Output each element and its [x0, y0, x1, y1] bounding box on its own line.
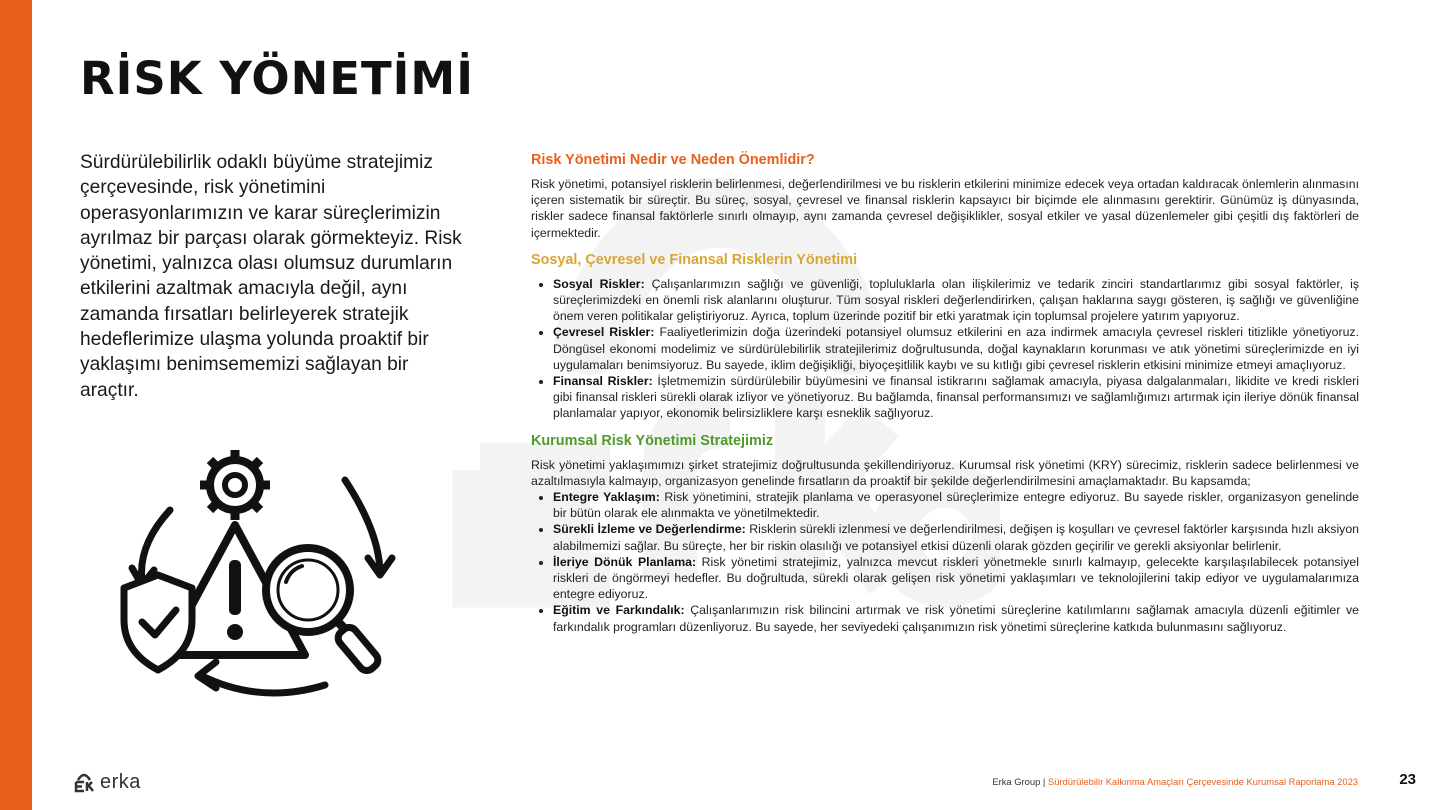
footer-company: Erka Group	[992, 776, 1041, 787]
list-item	[553, 554, 1359, 603]
list-item-text: Çalışanlarımızın sağlığı ve güvenliği, topluluklarla olan ilişkilerimiz ve tedarik zinciri standartlarımız gibi sosyal faktörler, iş süreçlerimizdeki en önemli risk alanlarını oluşturur. Tüm sosyal riskleri değerlendirirken, çalışan haklarına saygı gösteren, iş sağlığı ve güvenliğine önem veren politikalar geliştiriyoruz. Ayrıca, toplum üzerinde pozitif bir etki yaratmak için toplumsal projelere yatırım yapıyoruz.	[553, 276, 1359, 324]
side-accent-bar	[0, 0, 32, 810]
list-item-label: Sosyal Riskler:	[553, 276, 645, 291]
list-item-label: Eğitim ve Farkındalık:	[553, 603, 685, 618]
list-item-label: Çevresel Riskler:	[553, 325, 655, 340]
list-item	[553, 521, 1359, 553]
list-item	[553, 276, 1359, 325]
list-item-label: Sürekli İzleme ve Değerlendirme:	[553, 522, 746, 537]
list-item-label: Finansal Riskler:	[553, 374, 653, 389]
footer-caption	[992, 776, 1358, 787]
list-item	[553, 373, 1359, 422]
section-risk-definition	[531, 148, 1359, 241]
section-heading: Sosyal, Çevresel ve Finansal Risklerin Yönetimi	[531, 251, 858, 268]
shield-check-icon	[124, 575, 192, 670]
footer-logo	[72, 770, 141, 794]
intro-paragraph: Sürdürülebilirlik odaklı büyüme stratejimiz çerçevesinde, risk yönetimini operasyonlarımızın ve karar süreçlerimizin ayrılmaz bir parçası olarak görmekteyiz. Risk yönetimi, yalnızca olası olumsuz durumların etkilerini azaltmak amacıyla değil, aynı zamanda fırsatları belirleyerek stratejik hedeflerimize ulaşma yolunda proaktif bir yaklaşımı benimsememizi sağlayan bir araçtır.	[80, 152, 462, 401]
page-number: 23	[1399, 771, 1416, 788]
content-column	[531, 148, 1359, 635]
erka-logo-icon	[72, 770, 96, 794]
section-strategy	[531, 429, 1359, 635]
footer-logo-text: erka	[100, 770, 141, 793]
risk-type-list	[531, 276, 1359, 422]
list-item	[553, 489, 1359, 521]
list-item-label: İleriye Dönük Planlama:	[553, 554, 697, 569]
section-heading: Risk Yönetimi Nedir ve Neden Önemlidir?	[531, 152, 815, 168]
list-item-text: Çalışanlarımızın risk bilincini artırmak ve risk yönetimi süreçlerine katılımlarını sağlamak amacıyla düzenli eğitimler ve farkındalık programları düzenliyoruz. Bu sayede, her seviyedeki çalışanımızın risk yönetimi süreçlerine katkıda bulunmasını sağlıyoruz.	[553, 603, 1359, 634]
footer-report-title: Sürdürülebilir Kalkınma Amaçları Çerçevesinde Kurumsal Raporlama 2023	[1047, 776, 1358, 787]
list-item-text: Risk yönetimini, stratejik planlama ve operasyonel süreçlerimize entegre ediyoruz. Bu sayede riskler, organizasyon genelinde bir bütün olarak ele alınmakta ve yönetilmektedir.	[553, 490, 1359, 521]
list-item-text: Risklerin sürekli izlenmesi ve değerlendirilmesi, değişen iş koşulları ve çevresel faktörler karşısında hızlı aksiyon alabilmemizi sağlar. Bu süreçte, her bir riskin olasılığı ve potansiyel etkisi düzenli olarak gözden geçirilir ve gerekli aksiyonlar belirlenir.	[553, 522, 1359, 553]
page-title: RİSK YÖNETİMİ	[80, 52, 474, 105]
section-heading: Kurumsal Risk Yönetimi Stratejimiz	[531, 432, 774, 449]
section-paragraph: Risk yönetimi yaklaşımımızı şirket stratejimiz doğrultusunda şekillendiriyoruz. Kurumsal risk yönetimi (KRY) sürecimiz, risklerin sadece belirlenmesi ve azaltılmasıyla kalmayıp, organizasyon genelinde fırsatların da proaktif bir şekilde değerlendirilmesini amaçlamaktadır. Bu kapsamda;	[531, 457, 1359, 488]
footer-separator: |	[1040, 776, 1048, 787]
risk-cycle-icon	[110, 430, 400, 705]
section-risk-types	[531, 248, 1359, 422]
list-item	[553, 324, 1359, 373]
list-item-label: Entegre Yaklaşım:	[553, 490, 660, 505]
strategy-list	[531, 489, 1359, 635]
list-item-text: Risk yönetimi stratejimiz, yalnızca mevcut riskleri yönetmekle sınırlı kalmayıp, gelecekte karşılaşılabilecek potansiyel riskleri de öngörmeyi hedefler. Bu doğrultuda, sürekli olarak gelişen risk yönetimi yaklaşımları ve teknolojilerini takip ediyor ve uygulamalarımıza entegre ediyoruz.	[553, 554, 1360, 602]
gear-icon	[200, 450, 270, 520]
list-item-text: Faaliyetlerimizin doğa üzerindeki potansiyel olumsuz etkilerini en aza indirmek amacıyla çevresel riskleri titizlikle yönetiyoruz. Döngüsel ekonomi modelimiz ve sürdürülebilirlik stratejilerimiz doğrultusunda, doğal kaynakların korunması ve atık yönetimi süreçlerimizde en iyi uygulamaları benimsiyoruz. Bu sayede, iklim değişikliği, biyoçeşitlilik kaybı ve su kıtlığı gibi çevresel risklerin etkisini minimize etmeyi amaçlıyoruz.	[553, 325, 1359, 372]
section-paragraph: Risk yönetimi, potansiyel risklerin belirlenmesi, değerlendirilmesi ve bu risklerin etkilerini minimize edecek veya ortadan kaldıracak önlemlerin alınmasını içeren sistematik bir süreçtir. Bu süreç, sosyal, çevresel ve finansal risklerin kapsayıcı bir biçimde ele alınmasını gerektirir. Günümüz iş dünyasında, riskler sadece finansal faktörlerle sınırlı olmayıp, aynı zamanda çevresel değişiklikler, sosyal etkiler ve yasal düzenlemeler gibi çeşitli dış faktörleri de içermektedir.	[531, 177, 1359, 240]
list-item	[553, 602, 1359, 634]
list-item-text: İşletmemizin sürdürülebilir büyümesini ve finansal istikrarını sağlamak amacıyla, piyasa dalgalanmaları, likidite ve kredi riskleri gibi finansal riskleri sürekli olarak izliyor ve yönetiyoruz. Bu bağlamda, finansal performansımızı ve sağlamlığımızı artırmak için ileriye dönük finansal planlamalar yapıyor, ekonomik belirsizliklere karşı esneklik sağlıyoruz.	[553, 374, 1359, 421]
